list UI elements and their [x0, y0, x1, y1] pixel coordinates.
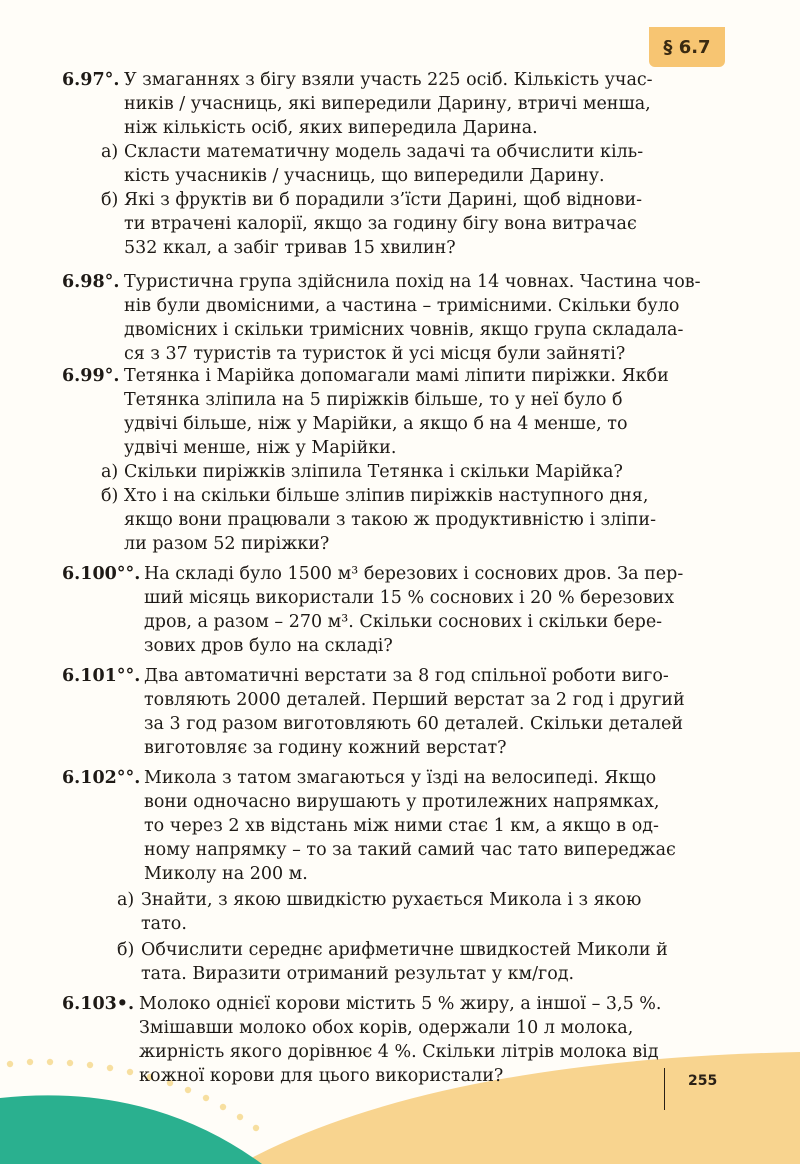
part-text-line: кість учасників / учасниць, що випередили Дарину. — [124, 166, 605, 186]
problem-number: 6.99°. — [62, 366, 120, 386]
problem-text-line: то через 2 хв відстань між ними стає 1 км, а якщо в од- — [144, 816, 659, 836]
part-text-line: Які з фруктів ви б порадили з’їсти Дарині, щоб віднови- — [124, 190, 643, 210]
problem-text-line: Молоко однієї корови містить 5 % жиру, а іншої – 3,5 %. — [139, 994, 662, 1014]
page-number: 255 — [688, 1073, 718, 1089]
problem-text-line: Миколу на 200 м. — [144, 864, 308, 884]
problem-text-line: товляють 2000 деталей. Перший верстат за 2 год і другий — [144, 690, 685, 710]
part-text-line: ли разом 52 пиріжки? — [124, 534, 330, 554]
page-number-divider — [664, 1068, 665, 1110]
problem-text-line: за 3 год разом виготовляють 60 деталей. Скільки деталей — [144, 714, 684, 734]
problem-text-line: ший місяць використали 15 % соснових і 20 % березових — [144, 588, 675, 608]
problem-text-line: Два автоматичні верстати за 8 год спільної роботи виго- — [144, 666, 669, 686]
problem-text-line: Тетянка і Марійка допомагали мамі ліпити пиріжки. Якби — [124, 366, 669, 386]
problem-number: 6.102°°. — [62, 768, 141, 788]
part-label: а) — [101, 142, 119, 162]
part-label: б) — [101, 486, 119, 506]
problem-text-line: нів були двомісними, а частина – тримісними. Скільки було — [124, 296, 680, 316]
problem-text-line: ся з 37 туристів та туристок й усі місця були зайняті? — [124, 344, 626, 364]
problem-number: 6.97°. — [62, 70, 120, 90]
problem-text-line: кожної корови для цього використали? — [139, 1066, 504, 1086]
part-text-line: Знайти, з якою швидкістю рухається Микола і з якою — [141, 890, 642, 910]
part-text-line: Скласти математичну модель задачі та обчислити кіль- — [124, 142, 644, 162]
part-text-line: тато. — [141, 914, 187, 934]
problem-number: 6.98°. — [62, 272, 120, 292]
part-label: б) — [101, 190, 119, 210]
problem-text-line: На складі було 1500 м³ березових і соснових дров. За пер- — [144, 564, 684, 584]
part-text-line: ти втрачені калорії, якщо за годину бігу вона витрачає — [124, 214, 637, 234]
part-text-line: 532 ккал, а забіг тривав 15 хвилин? — [124, 238, 456, 258]
part-text-line: тата. Виразити отриманий результат у км/год. — [141, 964, 575, 984]
part-label: а) — [117, 890, 135, 910]
problem-number: 6.103•. — [62, 994, 135, 1014]
problem-text-line: зових дров було на складі? — [144, 636, 393, 656]
part-label: а) — [101, 462, 119, 482]
problem-text-line: ному напрямку – то за такий самий час тато випереджає — [144, 840, 676, 860]
problem-text-line: удвічі більше, ніж у Марійки, а якщо б на 4 менше, то — [124, 414, 628, 434]
part-text-line: Хто і на скільки більше зліпив пиріжків наступного дня, — [124, 486, 649, 506]
problem-text-line: Тетянка зліпила на 5 пиріжків більше, то у неї було б — [124, 390, 623, 410]
problem-number: 6.100°°. — [62, 564, 141, 584]
part-label: б) — [117, 940, 135, 960]
problem-text-line: Змішавши молоко обох корів, одержали 10 л молока, — [139, 1018, 634, 1038]
problem-text-line: дров, а разом – 270 м³. Скільки соснових і скільки бере- — [144, 612, 663, 632]
problem-text-line: двомісних і скільки тримісних човнів, якщо група складала- — [124, 320, 684, 340]
part-text-line: Обчислити середнє арифметичне швидкостей Миколи й — [141, 940, 668, 960]
problem-text-line: ників / учасниць, які випередили Дарину, втричі менша, — [124, 94, 651, 114]
part-text-line: Скільки пиріжків зліпила Тетянка і скільки Марійка? — [124, 462, 623, 482]
part-text-line: якщо вони працювали з такою ж продуктивністю і зліпи- — [124, 510, 657, 530]
problem-text-line: вони одночасно вирушають у протилежних напрямках, — [144, 792, 660, 812]
problem-number: 6.101°°. — [62, 666, 141, 686]
section-label: § 6.7 — [649, 27, 725, 67]
problem-text-line: У змаганнях з бігу взяли участь 225 осіб. Кількість учас- — [124, 70, 653, 90]
problem-text-line: виготовляє за годину кожний верстат? — [144, 738, 507, 758]
problem-text-line: удвічі менше, ніж у Марійки. — [124, 438, 397, 458]
problem-text-line: Туристична група здійснила похід на 14 човнах. Частина чов- — [124, 272, 701, 292]
problem-text-line: жирність якого дорівнює 4 %. Скільки літрів молока від — [139, 1042, 659, 1062]
problem-text-line: ніж кількість осіб, яких випередила Дарина. — [124, 118, 538, 138]
problem-text-line: Микола з татом змагаються у їзді на велосипеді. Якщо — [144, 768, 657, 788]
